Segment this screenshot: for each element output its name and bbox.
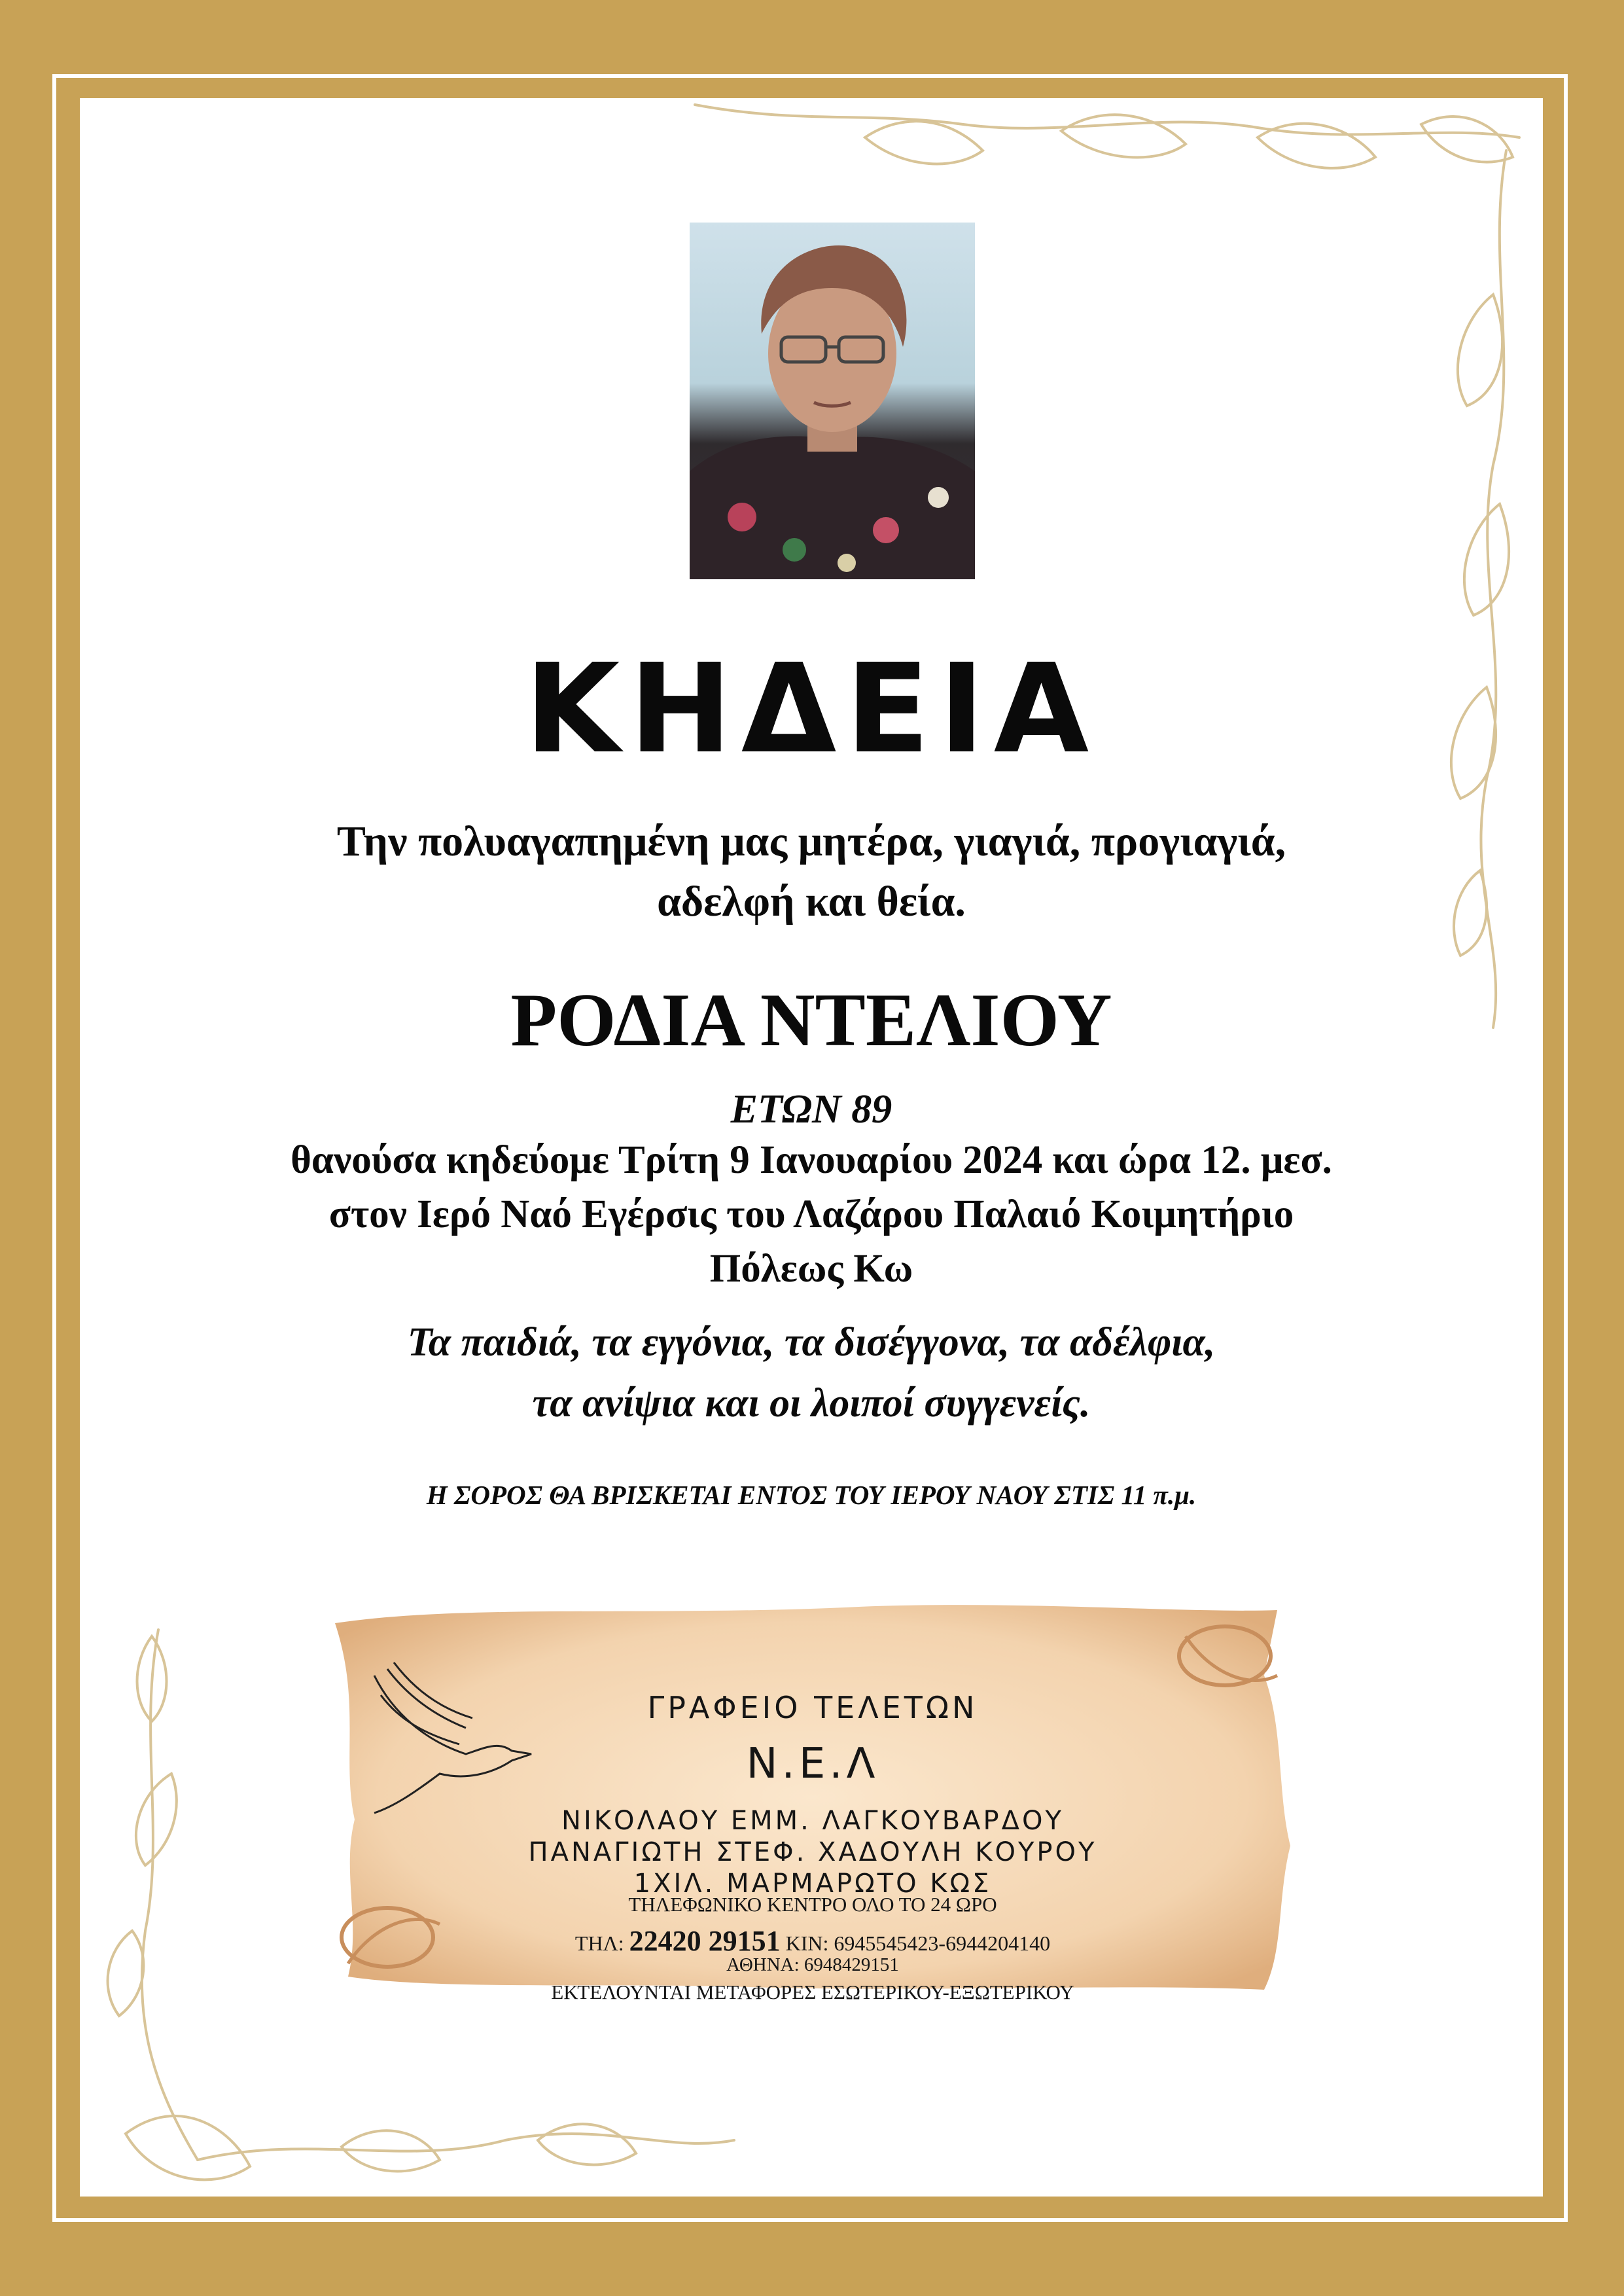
- family-line-1: Τα παιδιά, τα εγγόνια, τα δισέγγονα, τα αδέλφια,: [407, 1320, 1216, 1365]
- service-details: [80, 1134, 1543, 1297]
- phone-line: [335, 1924, 1290, 1958]
- deceased-name: ΡΟΔΙΑ ΝΤΕΛΙΟΥ: [510, 978, 1112, 1062]
- address: 1ΧΙΛ. ΜΑΡΜΑΡΩΤΟ ΚΩΣ: [633, 1869, 992, 1899]
- funeral-home-title: ΓΡΑΦΕΙΟ ΤΕΛΕΤΩΝ: [647, 1690, 978, 1725]
- deceased-age: ΕΤΩΝ 89: [730, 1087, 892, 1132]
- funeral-home-name: Ν.Ε.Λ: [746, 1740, 879, 1788]
- intro-line-2: αδελφή και θεία.: [657, 878, 966, 926]
- page-title: ΚΗΔΕΙΑ: [524, 637, 1099, 781]
- phone-main: 22420 29151: [629, 1925, 781, 1957]
- funeral-home-owners: [335, 1805, 1290, 1899]
- intro-text: [80, 812, 1543, 933]
- transport-services: ΕΚΤΕΛΟΥΝΤΑΙ ΜΕΤΑΦΟΡΕΣ ΕΣΩΤΕΡΙΚΟΥ-ΕΞΩΤΕΡΙΚΟΥ: [551, 1981, 1074, 2003]
- athens-phone: ΑΘΗΝΑ: 6948429151: [726, 1954, 899, 1975]
- mobile-phones: ΚΙΝ: 6945545423-6944204140: [785, 1931, 1051, 1955]
- intro-line-1: Την πολυαγαπημένη μας μητέρα, γιαγιά, προγιαγιά,: [336, 817, 1286, 865]
- details-line-1: θανούσα κηδεύομε Τρίτη 9 Ιανουαρίου 2024 και ώρα 12. μεσ.: [291, 1138, 1332, 1182]
- notice-paper: [80, 98, 1543, 2197]
- family-signature: [80, 1312, 1543, 1434]
- phone-label: ΤΗΛ:: [574, 1931, 624, 1955]
- service-hours: ΤΗΛΕΦΩΝΙΚΟ ΚΕΝΤΡΟ ΟΛΟ ΤΟ 24 ΩΡΟ: [628, 1893, 997, 1916]
- owner-1: ΝΙΚΟΛΑΟΥ ΕΜΜ. ΛΑΓΚΟΥΒΑΡΔΟΥ: [561, 1806, 1064, 1836]
- viewing-notice: Η ΣΟΡΟΣ ΘΑ ΒΡΙΣΚΕΤΑΙ ΕΝΤΟΣ ΤΟΥ ΙΕΡΟΥ ΝΑΟΥ ΣΤΙΣ 11 π.μ.: [426, 1480, 1197, 1510]
- portrait-photo: [690, 223, 975, 579]
- funeral-home-card: [335, 1597, 1290, 2003]
- owner-2: ΠΑΝΑΓΙΩΤΗ ΣΤΕΦ. ΧΑΔΟΥΛΗ ΚΟΥΡΟΥ: [528, 1837, 1097, 1867]
- details-line-3: Πόλεως Κω: [709, 1246, 913, 1291]
- family-line-2: τα ανίψια και οι λοιποί συγγενείς.: [532, 1381, 1091, 1426]
- details-line-2: στον Ιερό Ναό Εγέρσις του Λαζάρου Παλαιό Κοιμητήριο: [328, 1192, 1294, 1236]
